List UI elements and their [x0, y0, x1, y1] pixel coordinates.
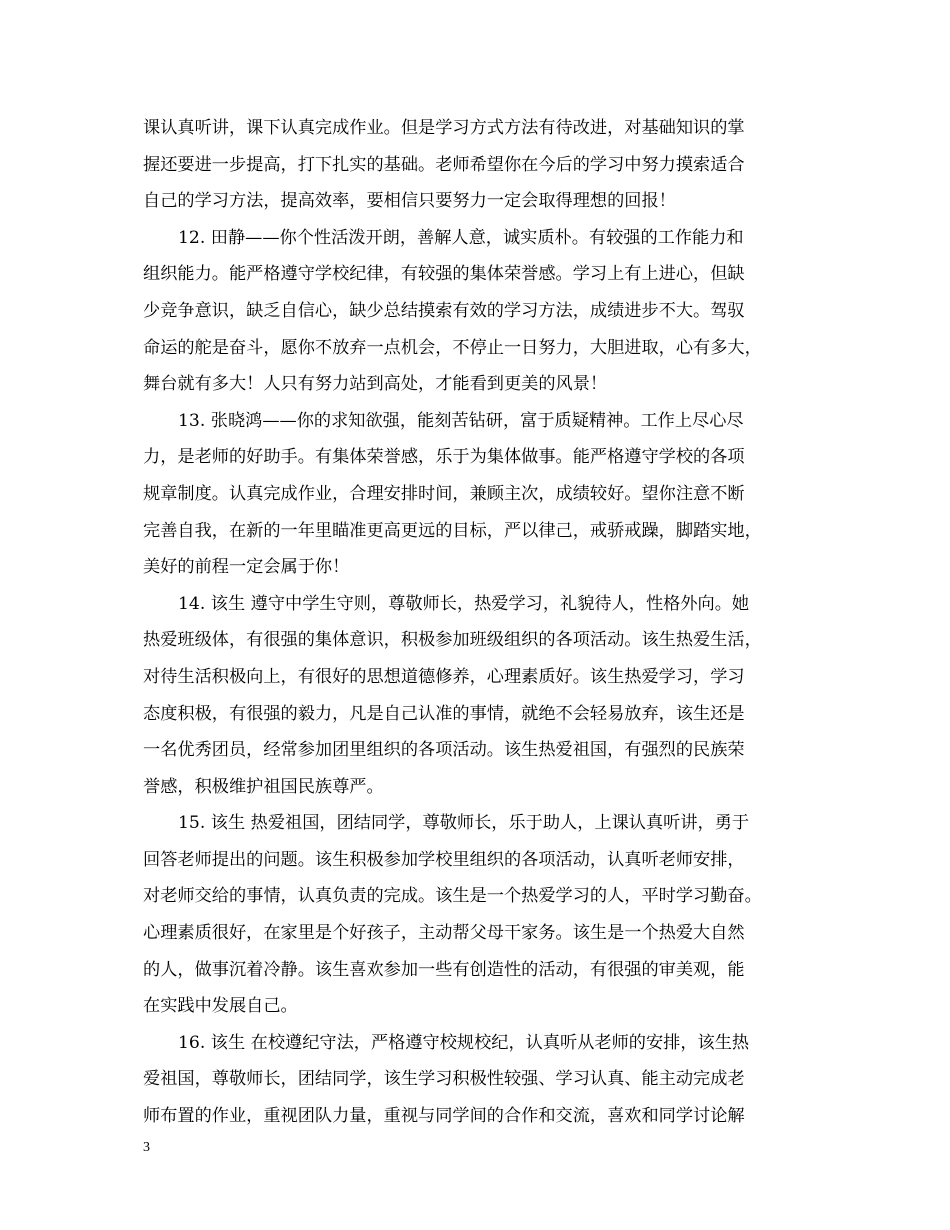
text-line: 的人，做事沉着冷静。该生喜欢参加一些有创造性的活动，有很强的审美观，能 [143, 959, 745, 980]
paragraph-first-line: 16. 该生 在校遵纪守法，严格遵守校规校纪，认真听从老师的安排，该生热 [178, 1032, 750, 1053]
text-line: 力，是老师的好助手。有集体荣誉感，乐于为集体做事。能严格遵守学校的各项 [143, 447, 745, 468]
text-line: 命运的舵是奋斗，愿你不放弃一点机会，不停止一日努力，大胆进取，心有多大， [143, 337, 762, 358]
text-line: 组织能力。能严格遵守学校纪律，有较强的集体荣誉感。学习上有上进心，但缺 [143, 264, 745, 285]
text-line: 握还要进一步提高，打下扎实的基础。老师希望你在今后的学习中努力摸索适合 [143, 154, 745, 175]
text-line: 美好的前程一定会属于你！ [143, 557, 350, 578]
text-line: 一名优秀团员，经常参加团里组织的各项活动。该生热爱祖国，有强烈的民族荣 [143, 740, 745, 761]
text-line: 对待生活积极向上，有很好的思想道德修养，心理素质好。该生热爱学习，学习 [143, 666, 745, 687]
paragraph-first-line: 13. 张晓鸿——你的求知欲强，能刻苦钻研，富于质疑精神。工作上尽心尽 [178, 410, 744, 431]
paragraph-first-line: 15. 该生 热爱祖国，团结同学，尊敬师长，乐于助人，上课认真听讲，勇于 [178, 813, 750, 834]
text-line: 师布置的作业，重视团队力量，重视与同学间的合作和交流，喜欢和同学讨论解 [143, 1106, 745, 1127]
text-line: 态度积极，有很强的毅力，凡是自己认准的事情，就绝不会轻易放弃，该生还是 [143, 703, 745, 724]
text-line: 完善自我，在新的一年里瞄准更高更远的目标，严以律己，戒骄戒躁，脚踏实地， [143, 520, 762, 541]
text-line: 爱祖国，尊敬师长，团结同学，该生学习积极性较强、学习认真、能主动完成老 [143, 1069, 745, 1090]
text-line: 热爱班级体，有很强的集体意识，积极参加班级组织的各项活动。该生热爱生活， [143, 630, 762, 651]
text-line: 在实践中发展自己。 [143, 996, 298, 1017]
text-line: 誉感，积极维护祖国民族尊严。 [143, 776, 384, 797]
text-line: 对老师交给的事情，认真负责的完成。该生是一个热爱学习的人，平时学习勤奋。 [143, 886, 762, 907]
paragraph-first-line: 12. 田静——你个性活泼开朗，善解人意，诚实质朴。有较强的工作能力和 [178, 227, 744, 248]
text-line: 自己的学习方法，提高效率，要相信只要努力一定会取得理想的回报！ [143, 191, 676, 212]
page-number: 3 [143, 1140, 150, 1155]
text-line: 课认真听讲，课下认真完成作业。但是学习方式方法有待改进，对基础知识的掌 [143, 118, 745, 138]
text-line: 少竞争意识，缺乏自信心，缺少总结摸索有效的学习方法，成绩进步不大。驾驭 [143, 300, 745, 321]
text-line: 规章制度。认真完成作业，合理安排时间，兼顾主次，成绩较好。望你注意不断 [143, 483, 745, 504]
text-line: 心理素质很好，在家里是个好孩子，主动帮父母干家务。该生是一个热爱大自然 [143, 923, 745, 944]
text-line: 舞台就有多大！人只有努力站到高处，才能看到更美的风景！ [143, 374, 608, 395]
text-line: 回答老师提出的问题。该生积极参加学校里组织的各项活动，认真听老师安排， [143, 849, 745, 870]
paragraph-first-line: 14. 该生 遵守中学生守则，尊敬师长，热爱学习，礼貌待人，性格外向。她 [178, 593, 750, 614]
document-body [143, 110, 808, 1135]
